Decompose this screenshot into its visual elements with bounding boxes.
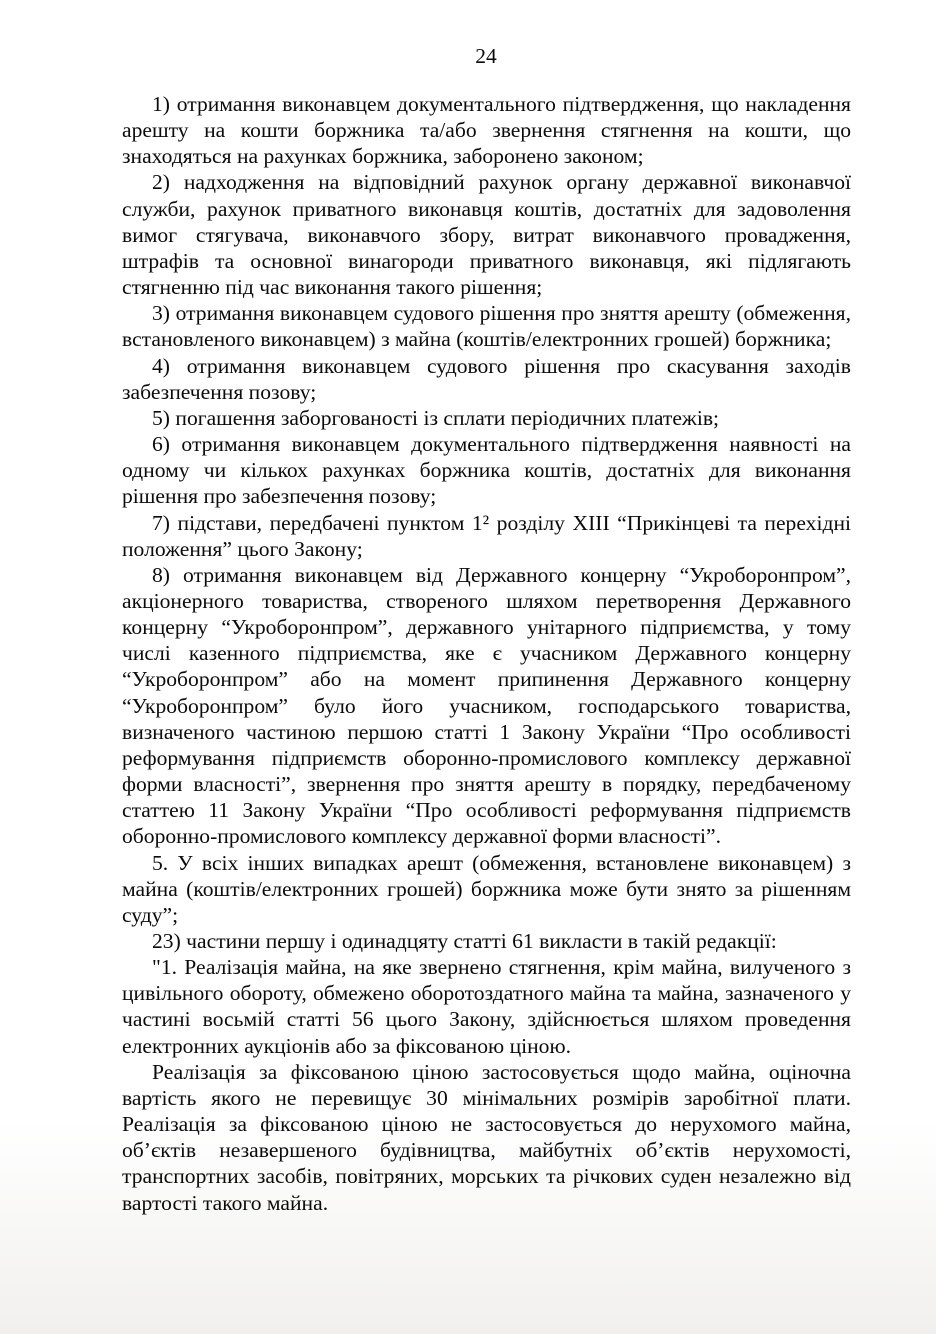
- paragraph-item-1: 1) отримання виконавцем документального підтвердження, що накладення арешту на кошти боржника та/або звернення стягнення на кошти, що знаходяться на рахунках боржника, заборонено законом;: [122, 92, 851, 169]
- paragraph-item-7: 7) підстави, передбачені пунктом 1² розділу XIII “Прикінцеві та перехідні положення” цього Закону;: [122, 510, 851, 561]
- paragraph-item-6: 6) отримання виконавцем документального підтвердження наявності на одному чи кількох рахунках боржника коштів, достатніх для виконання рішення про забезпечення позову;: [122, 432, 851, 509]
- document-body: [122, 91, 851, 1216]
- paragraph-item-2: 2) надходження на відповідний рахунок органу державної виконавчої служби, рахунок приватного виконавця коштів, достатніх для задоволення вимог стягувача, виконавчого збору, витрат виконавчого провадження, штрафів та основної винагороди приватного виконавця, які підлягають стягненню під час виконання такого рішення;: [122, 170, 851, 300]
- paragraph-article-61-part-1: "1. Реалізація майна, на яке звернено стягнення, крім майна, вилученого з цивільного обороту, обмежено оборотоздатного майна та майна, зазначеного у частині восьмій статті 56 цього Закону, здійснюється шляхом проведення електронних аукціонів або за фіксованою ціною.: [122, 955, 851, 1058]
- page-number: 24: [475, 44, 497, 68]
- paragraph-fixed-price-rules: Реалізація за фіксованою ціною застосовується щодо майна, оціночна вартість якого не перевищує 30 мінімальних розмірів заробітної плати. Реалізація за фіксованою ціною не застосовується до нерухомого майна, об’єктів незавершеного будівництва, майбутніх об’єктів нерухомості, транспортних засобів, повітряних, морських та річкових суден незалежно від вартості такого майна.: [122, 1059, 851, 1215]
- paragraph-item-5: 5) погашення заборгованості із сплати періодичних платежів;: [152, 405, 720, 430]
- paragraph-item-4: 4) отримання виконавцем судового рішення про скасування заходів забезпечення позову;: [122, 353, 851, 404]
- paragraph-item-3: 3) отримання виконавцем судового рішення про зняття арешту (обмеження, встановленого виконавцем) з майна (коштів/електронних грошей) боржника;: [122, 301, 851, 352]
- paragraph-clause-5: 5. У всіх інших випадках арешт (обмеження, встановлене виконавцем) з майна (коштів/електронних грошей) боржника може бути знято за рішенням суду”;: [122, 850, 851, 927]
- paragraph-item-8: 8) отримання виконавцем від Державного концерну “Укроборонпром”, акціонерного товариства, створеного шляхом перетворення Державного концерну “Укроборонпром”, державного унітарного підприємства, у тому числі казенного підприємства, яке є учасником Державного концерну “Укроборонпром” або на момент припинення Державного концерну “Укроборонпром” було його учасником, господарського товариства, визначеного частиною першою статті 1 Закону України “Про особливості реформування підприємств оборонно-промислового комплексу державної форми власності”, звернення про зняття арешту в порядку, передбаченому статтею 11 Закону України “Про особливості реформування підприємств оборонно-промислового комплексу державної форми власності”.: [122, 562, 851, 849]
- paragraph-item-23: 23) частини першу і одинадцяту статті 61 викласти в такій редакції:: [152, 929, 777, 953]
